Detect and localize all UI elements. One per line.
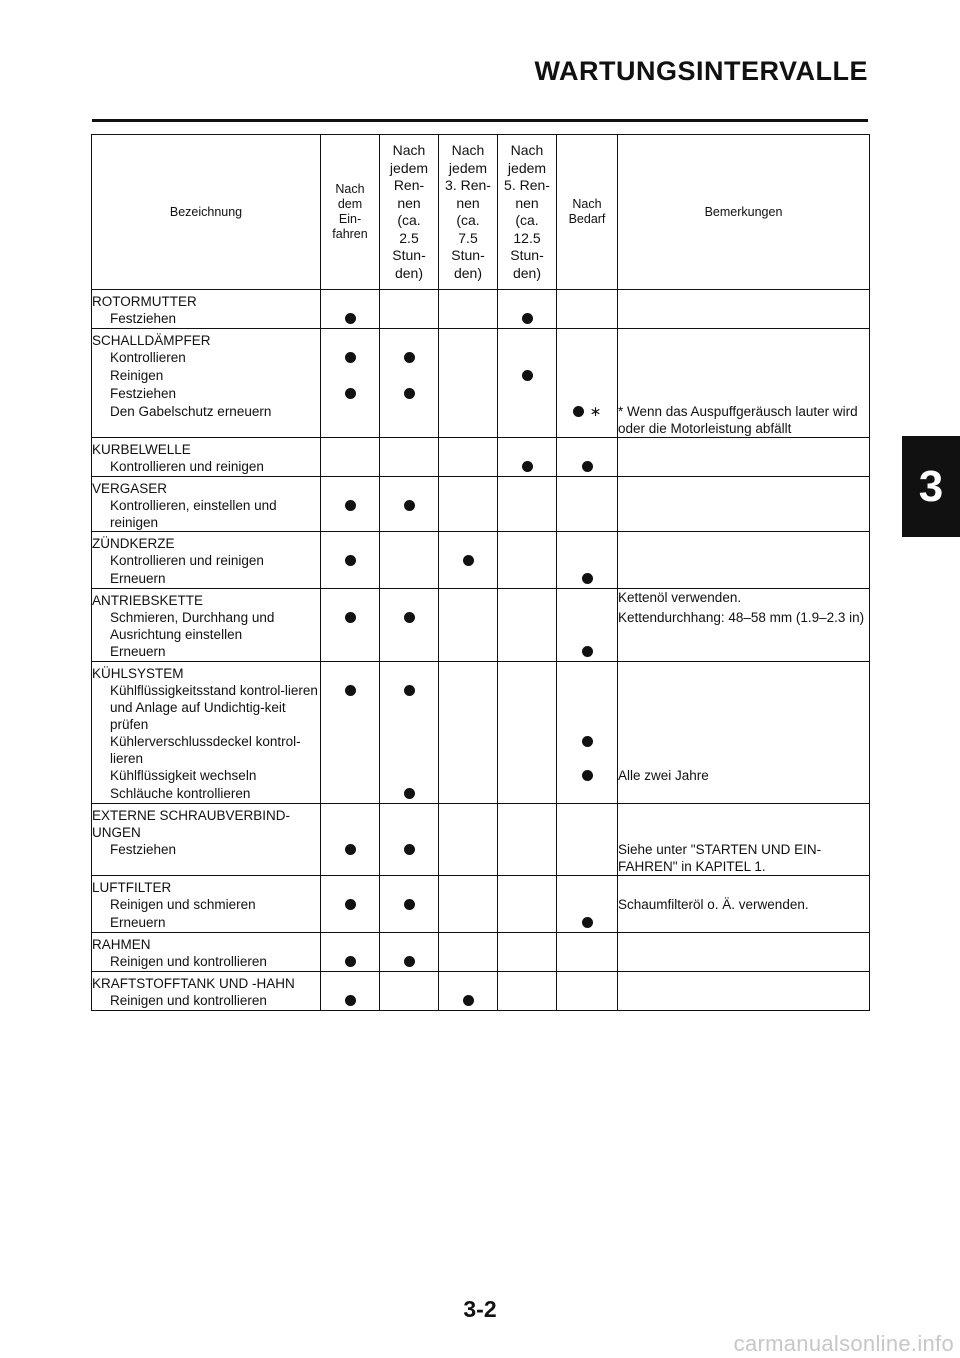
interval-dot-icon (463, 555, 474, 566)
item-label: Kontrollieren und reinigen (92, 552, 321, 570)
interval-dot-icon (404, 685, 415, 696)
mark-cell (439, 682, 498, 733)
mark-cell (557, 458, 618, 477)
mark-cell (439, 609, 498, 643)
item-label: Den Gabelschutz erneuern (92, 403, 321, 438)
interval-dot-icon (345, 956, 356, 967)
header-name: Bezeichnung (92, 135, 321, 290)
item-label: Reinigen und schmieren (92, 896, 321, 914)
item-label: Erneuern (92, 643, 321, 662)
group-remark: Kettenöl verwenden. (618, 589, 870, 610)
mark-cell (380, 385, 439, 403)
table-row (92, 767, 870, 785)
mark-cell (498, 933, 557, 954)
mark-cell (439, 785, 498, 804)
group-remark (618, 972, 870, 993)
item-label: Festziehen (92, 385, 321, 403)
group-header-row (92, 972, 870, 993)
item-remark: Schaumfilteröl o. Ä. verwenden. (618, 896, 870, 914)
watermark: carmanualsonline.info (733, 1331, 954, 1356)
interval-dot-icon (582, 646, 593, 657)
item-remark (618, 914, 870, 933)
mark-cell (498, 972, 557, 993)
mark-cell (498, 477, 557, 498)
interval-dot-icon (345, 685, 356, 696)
table-body (92, 290, 870, 1011)
interval-dot-icon (404, 844, 415, 855)
interval-dot-icon (404, 899, 415, 910)
mark-cell (380, 497, 439, 532)
mark-cell (498, 953, 557, 972)
item-label: Kontrollieren (92, 349, 321, 367)
mark-cell (557, 662, 618, 683)
mark-cell (498, 349, 557, 367)
group-header-row (92, 662, 870, 683)
mark-cell (439, 841, 498, 876)
group-name: SCHALLDÄMPFER (92, 329, 321, 350)
mark-cell (321, 310, 380, 329)
interval-dot-icon (404, 956, 415, 967)
mark-cell (557, 972, 618, 993)
group-header-row (92, 532, 870, 553)
interval-dot-icon (345, 555, 356, 566)
mark-cell (557, 349, 618, 367)
mark-cell (321, 953, 380, 972)
mark-cell (498, 682, 557, 733)
mark-cell (380, 477, 439, 498)
mark-cell (321, 552, 380, 570)
mark-cell (557, 914, 618, 933)
item-label: Reinigen (92, 367, 321, 385)
item-remark (618, 458, 870, 477)
mark-cell (557, 682, 618, 733)
mark-cell (321, 477, 380, 498)
item-label: Kontrollieren, einstellen und reinigen (92, 497, 321, 532)
item-remark (618, 385, 870, 403)
mark-cell (321, 367, 380, 385)
group-name: KURBELWELLE (92, 438, 321, 459)
mark-cell (380, 367, 439, 385)
interval-dot-icon (582, 770, 593, 781)
mark-cell (498, 733, 557, 767)
mark-cell (498, 552, 557, 570)
item-remark (618, 733, 870, 767)
table-row (92, 682, 870, 733)
group-header-row (92, 290, 870, 311)
group-header-row (92, 876, 870, 897)
mark-cell (557, 785, 618, 804)
mark-cell (380, 438, 439, 459)
interval-dot-icon (404, 388, 415, 399)
interval-dot-icon (582, 736, 593, 747)
mark-cell (557, 933, 618, 954)
mark-cell (321, 349, 380, 367)
item-label: Schmieren, Durchhang und Ausrichtung einstellen (92, 609, 321, 643)
group-name: LUFTFILTER (92, 876, 321, 897)
group-remark (618, 438, 870, 459)
interval-dot-icon (345, 352, 356, 363)
mark-cell (321, 532, 380, 553)
table-row (92, 643, 870, 662)
mark-cell (439, 570, 498, 589)
chapter-tab (902, 436, 960, 537)
mark-cell (380, 953, 439, 972)
item-remark (618, 552, 870, 570)
group-header-row (92, 804, 870, 842)
maintenance-schedule-table (91, 134, 870, 1011)
item-label: Kühlerverschlussdeckel kontrol-lieren (92, 733, 321, 767)
interval-dot-icon (345, 388, 356, 399)
group-remark (618, 290, 870, 311)
group-remark (618, 662, 870, 683)
mark-cell (498, 992, 557, 1011)
mark-cell (498, 385, 557, 403)
group-remark (618, 477, 870, 498)
item-remark: Alle zwei Jahre (618, 767, 870, 785)
mark-cell (321, 972, 380, 993)
mark-cell (380, 682, 439, 733)
table-row (92, 403, 870, 438)
group-name: KRAFTSTOFFTANK UND -HAHN (92, 972, 321, 993)
mark-cell (321, 290, 380, 311)
mark-cell (380, 992, 439, 1011)
interval-dot-icon (582, 461, 593, 472)
item-remark (618, 953, 870, 972)
header-as-required: Nach Bedarf (557, 135, 618, 290)
table-row (92, 458, 870, 477)
item-remark (618, 643, 870, 662)
item-label: Festziehen (92, 841, 321, 876)
mark-cell (321, 896, 380, 914)
item-label: Festziehen (92, 310, 321, 329)
interval-dot-icon (404, 500, 415, 511)
group-name: EXTERNE SCHRAUBVERBIND-UNGEN (92, 804, 321, 842)
table-row (92, 914, 870, 933)
interval-dot-icon (404, 612, 415, 623)
mark-cell (321, 914, 380, 933)
mark-cell (380, 403, 439, 438)
mark-cell (380, 785, 439, 804)
mark-cell (380, 329, 439, 350)
item-label: Kontrollieren und reinigen (92, 458, 321, 477)
mark-cell (439, 367, 498, 385)
mark-cell (498, 367, 557, 385)
mark-cell (498, 589, 557, 610)
page-number: 3-2 (463, 1296, 497, 1322)
mark-cell (557, 767, 618, 785)
interval-dot-icon (345, 313, 356, 324)
mark-cell (498, 914, 557, 933)
mark-cell (321, 403, 380, 438)
mark-cell (557, 733, 618, 767)
item-remark (618, 785, 870, 804)
group-name: ROTORMUTTER (92, 290, 321, 311)
interval-dot-icon (345, 995, 356, 1006)
header-remarks: Bemerkungen (618, 135, 870, 290)
item-remark (618, 570, 870, 589)
mark-cell (439, 532, 498, 553)
item-remark: Kettendurchhang: 48–58 mm (1.9–2.3 in) (618, 609, 870, 643)
mark-cell (380, 767, 439, 785)
mark-cell (498, 609, 557, 643)
mark-cell (439, 767, 498, 785)
table-row (92, 733, 870, 767)
item-remark: * Wenn das Auspuffgeräusch lauter wird oder die Motorleistung abfällt (618, 403, 870, 438)
mark-cell (498, 896, 557, 914)
mark-cell (321, 589, 380, 610)
mark-cell (557, 609, 618, 643)
mark-cell (380, 643, 439, 662)
group-header-row (92, 329, 870, 350)
mark-cell (439, 914, 498, 933)
mark-cell (439, 497, 498, 532)
group-remark (618, 329, 870, 350)
item-label: Kühlflüssigkeitsstand kontrol-lieren und Anlage auf Undichtig-keit prüfen (92, 682, 321, 733)
mark-cell (321, 733, 380, 767)
mark-cell (439, 662, 498, 683)
group-remark (618, 876, 870, 897)
mark-cell (380, 733, 439, 767)
chapter-tab-number: 3 (918, 461, 944, 511)
mark-cell (439, 403, 498, 438)
interval-dot-icon (522, 461, 533, 472)
mark-cell (439, 992, 498, 1011)
mark-cell (321, 785, 380, 804)
mark-cell (557, 896, 618, 914)
mark-cell (380, 609, 439, 643)
table-row (92, 609, 870, 643)
interval-dot-icon (582, 573, 593, 584)
mark-cell (321, 662, 380, 683)
mark-cell (498, 841, 557, 876)
mark-cell (498, 438, 557, 459)
mark-cell (321, 609, 380, 643)
table-row (92, 367, 870, 385)
mark-cell (439, 458, 498, 477)
header-every-5-races: Nach jedem 5. Ren- nen (ca. 12.5 Stun- den) (498, 135, 557, 290)
mark-cell (380, 458, 439, 477)
mark-cell (439, 477, 498, 498)
mark-cell (439, 643, 498, 662)
mark-cell (557, 876, 618, 897)
item-label: Kühlflüssigkeit wechseln (92, 767, 321, 785)
mark-cell (321, 497, 380, 532)
mark-cell (321, 992, 380, 1011)
page-title: WARTUNGSINTERVALLE (534, 56, 868, 86)
mark-cell (557, 804, 618, 842)
item-remark (618, 497, 870, 532)
mark-cell (439, 933, 498, 954)
mark-cell (380, 290, 439, 311)
mark-cell (498, 785, 557, 804)
mark-cell (498, 570, 557, 589)
item-label: Schläuche kontrollieren (92, 785, 321, 804)
mark-cell (439, 589, 498, 610)
mark-cell (439, 972, 498, 993)
mark-cell (321, 385, 380, 403)
mark-cell (439, 310, 498, 329)
group-remark (618, 532, 870, 553)
group-header-row (92, 477, 870, 498)
mark-cell (439, 290, 498, 311)
table-row (92, 953, 870, 972)
group-name: ZÜNDKERZE (92, 532, 321, 553)
group-remark (618, 804, 870, 842)
mark-cell (380, 662, 439, 683)
mark-cell (498, 403, 557, 438)
item-label: Reinigen und kontrollieren (92, 953, 321, 972)
mark-cell (557, 841, 618, 876)
group-name: RAHMEN (92, 933, 321, 954)
item-remark (618, 310, 870, 329)
mark-cell (439, 552, 498, 570)
interval-dot-icon (404, 352, 415, 363)
mark-cell (439, 385, 498, 403)
mark-cell (498, 643, 557, 662)
mark-cell (498, 458, 557, 477)
table-row (92, 385, 870, 403)
mark-cell (380, 532, 439, 553)
mark-cell (439, 804, 498, 842)
mark-cell (498, 497, 557, 532)
mark-cell (557, 329, 618, 350)
item-remark (618, 682, 870, 733)
header-every-race: Nach jedem Ren- nen (ca. 2.5 Stun- den) (380, 135, 439, 290)
mark-cell (380, 876, 439, 897)
mark-cell (557, 385, 618, 403)
mark-cell (321, 876, 380, 897)
mark-cell (557, 367, 618, 385)
interval-dot-icon (582, 917, 593, 928)
mark-cell (439, 733, 498, 767)
group-header-row (92, 438, 870, 459)
mark-cell (439, 876, 498, 897)
mark-cell (498, 767, 557, 785)
mark-cell (380, 804, 439, 842)
mark-cell (380, 570, 439, 589)
interval-dot-icon (404, 788, 415, 799)
mark-cell (380, 933, 439, 954)
mark-cell (498, 329, 557, 350)
mark-cell (557, 570, 618, 589)
title-rule (92, 119, 868, 122)
mark-cell (439, 349, 498, 367)
group-remark (618, 933, 870, 954)
mark-cell (439, 438, 498, 459)
table-row (92, 349, 870, 367)
item-remark (618, 992, 870, 1011)
item-label: Erneuern (92, 914, 321, 933)
mark-cell (557, 497, 618, 532)
table-row (92, 552, 870, 570)
mark-cell (380, 552, 439, 570)
group-header-row (92, 933, 870, 954)
mark-cell (439, 329, 498, 350)
interval-dot-icon (522, 370, 533, 381)
mark-cell (498, 290, 557, 311)
interval-dot-icon (345, 899, 356, 910)
mark-cell (498, 662, 557, 683)
item-remark (618, 349, 870, 367)
header-every-3-races: Nach jedem 3. Ren- nen (ca. 7.5 Stun- den) (439, 135, 498, 290)
mark-cell (321, 458, 380, 477)
interval-dot-icon (522, 313, 533, 324)
mark-cell (557, 589, 618, 610)
mark-cell (557, 310, 618, 329)
group-name: VERGASER (92, 477, 321, 498)
interval-dot-icon (345, 844, 356, 855)
table-header-row (92, 135, 870, 290)
item-remark (618, 367, 870, 385)
mark-cell (557, 438, 618, 459)
mark-cell (321, 767, 380, 785)
mark-cell (557, 477, 618, 498)
mark-cell (321, 438, 380, 459)
interval-dot-icon (573, 406, 584, 417)
mark-cell (380, 349, 439, 367)
interval-dot-icon (463, 995, 474, 1006)
mark-cell (439, 896, 498, 914)
item-label: Erneuern (92, 570, 321, 589)
item-label: Reinigen und kontrollieren (92, 992, 321, 1011)
mark-cell (380, 914, 439, 933)
mark-cell (380, 589, 439, 610)
mark-cell (321, 933, 380, 954)
group-name: KÜHLSYSTEM (92, 662, 321, 683)
group-header-row (92, 589, 870, 610)
mark-cell (380, 310, 439, 329)
mark-cell (321, 841, 380, 876)
mark-cell (439, 953, 498, 972)
table-row (92, 310, 870, 329)
mark-cell (557, 552, 618, 570)
interval-dot-icon (345, 500, 356, 511)
mark-cell (380, 972, 439, 993)
asterisk-note-icon: ∗ (589, 403, 602, 419)
mark-cell (380, 841, 439, 876)
mark-cell (321, 329, 380, 350)
group-name: ANTRIEBSKETTE (92, 589, 321, 610)
mark-cell (557, 643, 618, 662)
table-row (92, 785, 870, 804)
mark-cell (321, 682, 380, 733)
item-remark: Siehe unter "STARTEN UND EIN-FAHREN" in KAPITEL 1. (618, 841, 870, 876)
mark-cell (380, 896, 439, 914)
mark-cell (557, 403, 618, 438)
mark-cell (498, 310, 557, 329)
mark-cell (321, 804, 380, 842)
header-after-break-in: Nach dem Ein- fahren (321, 135, 380, 290)
mark-cell (557, 532, 618, 553)
mark-cell (557, 290, 618, 311)
interval-dot-icon (345, 612, 356, 623)
mark-cell (498, 532, 557, 553)
table-row (92, 992, 870, 1011)
mark-cell (321, 570, 380, 589)
table-row (92, 497, 870, 532)
mark-cell (498, 804, 557, 842)
mark-cell (321, 643, 380, 662)
mark-cell (557, 953, 618, 972)
table-row (92, 570, 870, 589)
mark-cell (557, 992, 618, 1011)
mark-cell (498, 876, 557, 897)
table-row (92, 841, 870, 876)
table-row (92, 896, 870, 914)
